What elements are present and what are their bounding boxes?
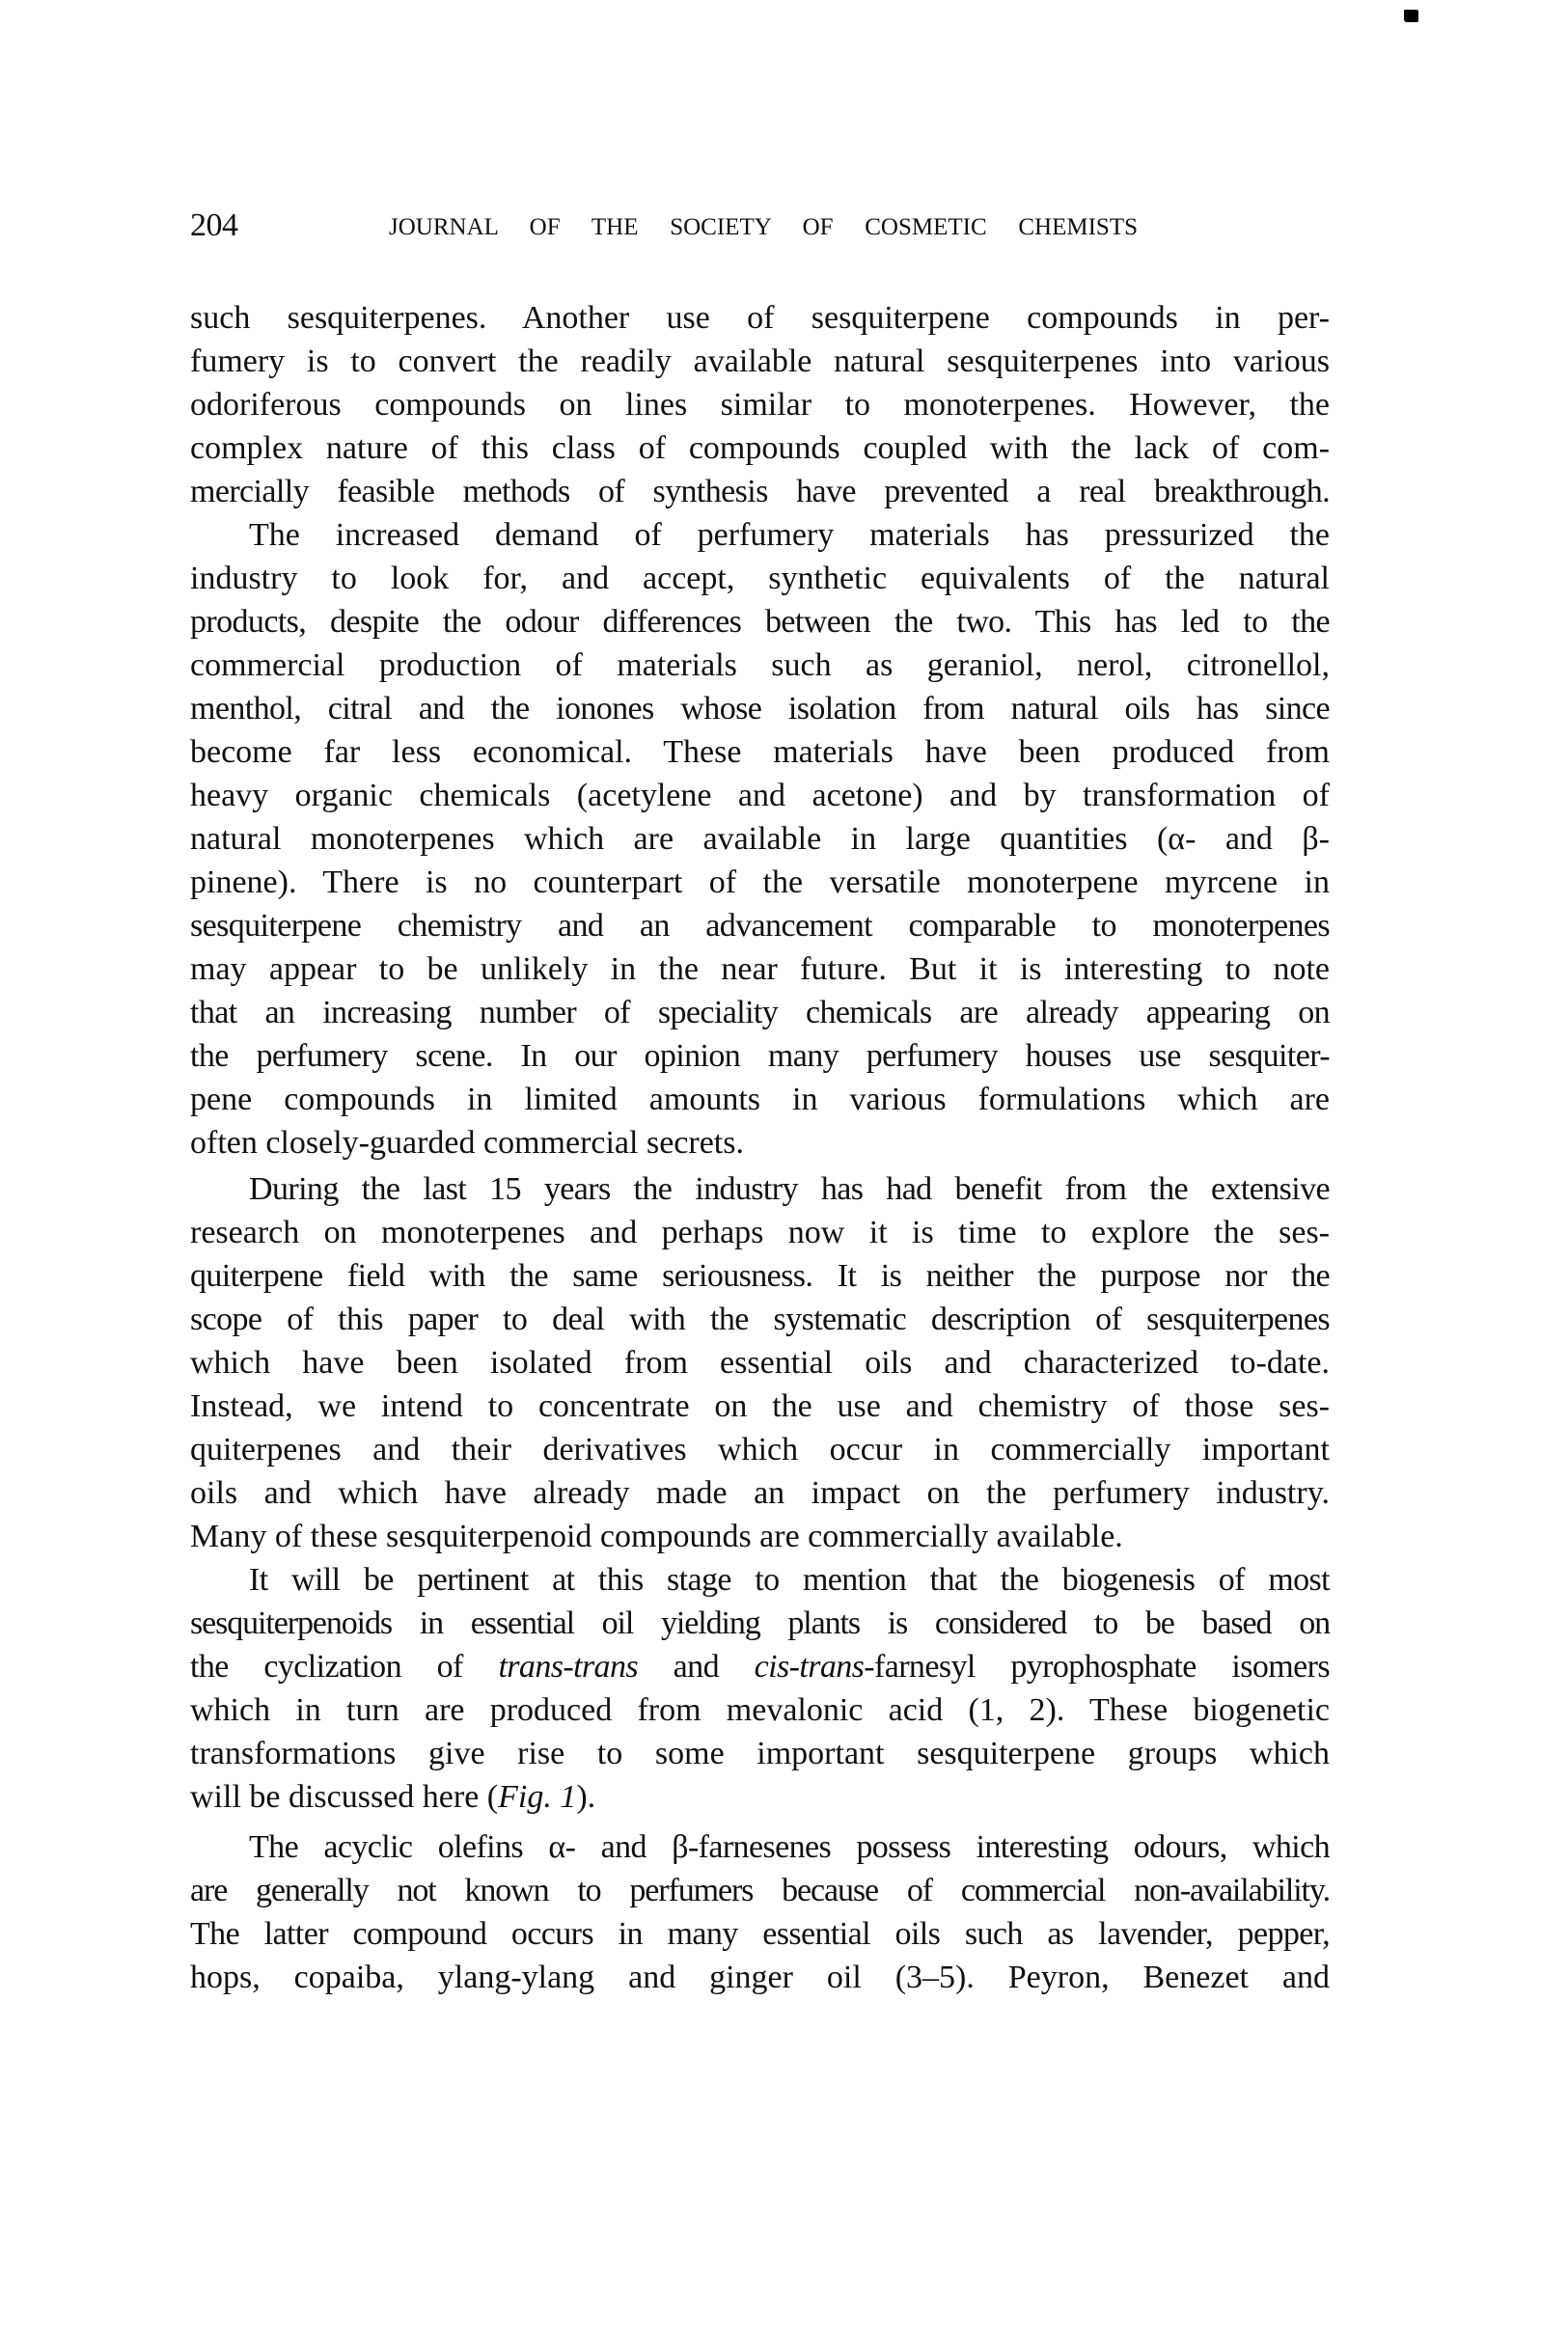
text-line: menthol, citral and the ionones whose isolation from natural oils has since <box>190 691 1330 727</box>
page-number: 204 <box>190 207 238 243</box>
italic-term-cis-trans: cis-trans <box>754 1649 865 1685</box>
text-line: research on monoterpenes and perhaps now it is time to explore the ses- <box>190 1215 1330 1250</box>
scan-artifact-mark <box>1404 10 1418 22</box>
body-text <box>190 296 1330 1999</box>
text-line: products, despite the odour differences between the two. This has led to the <box>190 604 1330 640</box>
paragraph-synthetic-equivalents <box>190 513 1330 1165</box>
text-line: fumery is to convert the readily available natural sesquiterpenes into various <box>190 343 1330 379</box>
text-line: heavy organic chemicals (acetylene and acetone) and by transformation of <box>190 778 1330 813</box>
text-line: oils and which have already made an impact on the perfumery industry. <box>190 1475 1330 1511</box>
running-head <box>190 206 1330 245</box>
text-line: are generally not known to perfumers because of commercial non-availability. <box>190 1873 1330 1908</box>
text-line-with-italics <box>190 1645 1330 1688</box>
journal-title: JOURNAL OF THE SOCIETY OF COSMETIC CHEMISTS <box>389 214 1138 240</box>
text-line: the perfumery scene. In our opinion many perfumery houses use sesquiter- <box>190 1038 1330 1074</box>
text-line: odoriferous compounds on lines similar to monoterpenes. However, the <box>190 387 1330 423</box>
paragraph-biogenesis <box>190 1558 1330 1819</box>
text-line: quiterpene field with the same seriousness. It is neither the purpose nor the <box>190 1258 1330 1294</box>
text-line: The increased demand of perfumery materials has pressurized the <box>249 517 1330 553</box>
text-line: Many of these sesquiterpenoid compounds are commercially available. <box>190 1519 1123 1554</box>
text-line: It will be pertinent at this stage to mention that the biogenesis of most <box>249 1562 1330 1598</box>
paragraph-last-15-years <box>190 1167 1330 1558</box>
text-line: pene compounds in limited amounts in various formulations which are <box>190 1082 1330 1117</box>
text-line: The acyclic olefins α- and β-farnesenes possess interesting odours, which <box>249 1829 1330 1865</box>
text-segment: and <box>638 1649 755 1685</box>
text-segment: will be discussed here ( <box>190 1779 499 1815</box>
text-segment: -farnesyl pyrophosphate isomers <box>864 1649 1331 1685</box>
text-line: natural monoterpenes which are available in large quantities (α- and β- <box>190 821 1330 857</box>
text-line: become far less economical. These materials have been produced from <box>190 734 1330 770</box>
text-line-with-figure-ref <box>190 1775 1330 1819</box>
paragraph-continuation <box>190 296 1330 513</box>
text-line: scope of this paper to deal with the systematic description of sesquiterpenes <box>190 1302 1330 1337</box>
text-line: which in turn are produced from mevalonic acid (1, 2). These biogenetic <box>190 1692 1330 1728</box>
text-line: sesquiterpenoids in essential oil yielding plants is considered to be based on <box>190 1605 1330 1641</box>
text-line: During the last 15 years the industry has had benefit from the extensive <box>249 1171 1330 1207</box>
text-line: often closely-guarded commercial secrets. <box>190 1125 744 1161</box>
text-line: sesquiterpene chemistry and an advancement comparable to monoterpenes <box>190 908 1330 944</box>
text-line: such sesquiterpenes. Another use of sesquiterpene compounds in per- <box>190 300 1330 336</box>
text-line: commercial production of materials such as geraniol, nerol, citronellol, <box>190 647 1330 683</box>
text-line: quiterpenes and their derivatives which occur in commercially important <box>190 1432 1330 1467</box>
text-line: hops, copaiba, ylang-ylang and ginger oil (3–5). Peyron, Benezet and <box>190 1960 1330 1995</box>
paragraph-farnesenes <box>190 1825 1330 1999</box>
text-segment: ). <box>576 1779 596 1815</box>
text-line: pinene). There is no counterpart of the versatile monoterpene myrcene in <box>190 864 1330 900</box>
text-line: which have been isolated from essential oils and characterized to-date. <box>190 1345 1330 1381</box>
text-line: Instead, we intend to concentrate on the use and chemistry of those ses- <box>190 1388 1330 1424</box>
text-line: industry to look for, and accept, synthetic equivalents of the natural <box>190 561 1330 596</box>
text-segment: the cyclization of <box>190 1649 499 1685</box>
figure-reference: Fig. 1 <box>498 1779 577 1815</box>
text-line: that an increasing number of speciality chemicals are already appearing on <box>190 995 1330 1030</box>
italic-term-trans-trans: trans-trans <box>498 1649 638 1685</box>
text-line: The latter compound occurs in many essential oils such as lavender, pepper, <box>190 1916 1330 1952</box>
text-line: may appear to be unlikely in the near future. But it is interesting to note <box>190 951 1330 987</box>
text-line: mercially feasible methods of synthesis have prevented a real breakthrough. <box>190 474 1330 509</box>
text-line: transformations give rise to some important sesquiterpene groups which <box>190 1736 1330 1771</box>
text-line: complex nature of this class of compounds coupled with the lack of com- <box>190 430 1330 466</box>
